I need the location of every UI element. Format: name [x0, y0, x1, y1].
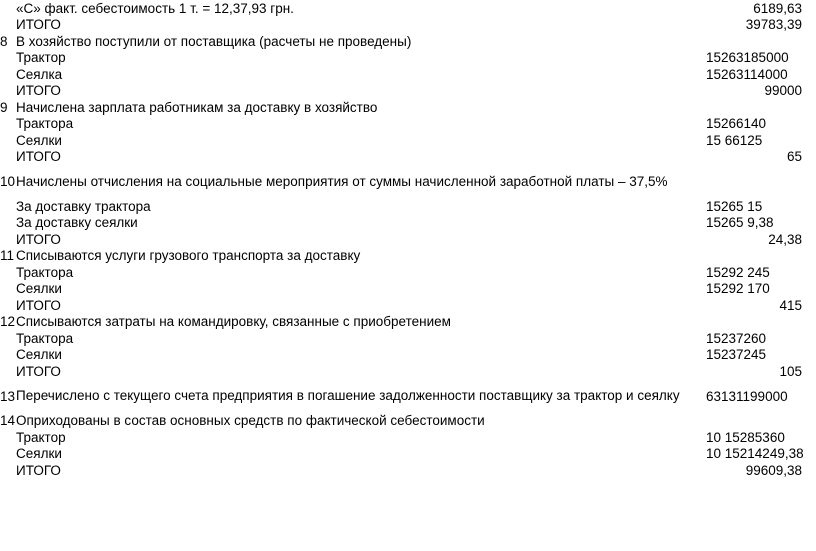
- entry-number: 10: [0, 174, 16, 189]
- entry-number: 12: [0, 314, 16, 330]
- entry-value: 65: [786, 149, 802, 165]
- entry-value: 15265 15: [706, 198, 763, 214]
- entry-row: [0, 132, 816, 149]
- entry-description: В хозяйство поступили от поставщика (расчеты не проведены): [16, 33, 412, 49]
- entry-row: [0, 281, 816, 298]
- entry-value: 15263185000: [706, 50, 789, 66]
- entry-description: Начислена зарплата работникам за доставку в хозяйство: [16, 99, 378, 115]
- entry-description: ИТОГО: [16, 83, 61, 99]
- entry-row: [0, 314, 816, 331]
- entry-description: Сеялки: [16, 347, 62, 363]
- entry-description: Сеялки: [16, 446, 62, 462]
- entry-value: 39783,39: [745, 17, 802, 33]
- entry-row: [0, 462, 816, 479]
- entry-value: 105: [779, 363, 802, 379]
- entry-description: Трактора: [16, 264, 74, 280]
- entry-description: Трактора: [16, 330, 74, 346]
- entry-description: Трактор: [16, 429, 66, 445]
- entry-value: 10 15285360: [706, 429, 785, 445]
- entry-row: [0, 0, 816, 17]
- entry-description: ИТОГО: [16, 462, 61, 478]
- entry-number: 9: [0, 99, 8, 115]
- entry-value: 15263114000: [706, 66, 788, 82]
- entry-description: Сеялки: [16, 132, 62, 148]
- entry-row: [0, 33, 816, 50]
- entry-row: [0, 297, 816, 314]
- entry-description: «С» факт. себестоимость 1 т. = 12,37,93 грн.: [16, 0, 294, 16]
- entry-row: [0, 50, 816, 67]
- entry-value: 15292 245: [706, 264, 770, 280]
- entry-description: Трактора: [16, 116, 74, 132]
- entry-description: За доставку сеялки: [16, 215, 138, 231]
- entry-number: 13: [0, 388, 16, 404]
- entry-row: [0, 413, 816, 430]
- entry-row: [0, 248, 816, 265]
- entry-value: 415: [779, 297, 802, 313]
- entry-description: Трактор: [16, 50, 66, 66]
- entry-row: [0, 99, 816, 116]
- entry-row: [0, 429, 816, 446]
- entry-description: ИТОГО: [16, 17, 61, 33]
- entry-description: ИТОГО: [16, 231, 61, 247]
- entry-value: 10 15214249,38: [706, 446, 804, 462]
- entry-value: 15265 9,38: [706, 215, 774, 231]
- entry-description: ИТОГО: [16, 297, 61, 313]
- entry-description: Сеялка: [16, 66, 63, 82]
- entry-row: [0, 330, 816, 347]
- entry-row: [0, 215, 816, 232]
- entry-row: [0, 149, 816, 166]
- entry-description: ИТОГО: [16, 149, 61, 165]
- entry-description: Сеялки: [16, 281, 62, 297]
- entry-row: [0, 116, 816, 133]
- entry-value: 63131199000: [706, 388, 788, 404]
- entry-value: 15266140: [706, 116, 767, 132]
- entry-row: [0, 66, 816, 83]
- entry-row: [0, 347, 816, 364]
- entry-value: 99000: [764, 83, 802, 99]
- entry-value: 15 66125: [706, 132, 763, 148]
- entry-row: [0, 83, 816, 100]
- entry-description: Оприходованы в состав основных средств по фактической себестоимости: [16, 413, 485, 429]
- entry-description: ИТОГО: [16, 363, 61, 379]
- entry-row: [0, 446, 816, 463]
- entry-row: [0, 231, 816, 248]
- entry-number: 14: [0, 413, 16, 429]
- entry-description: Списываются услуги грузового транспорта за доставку: [16, 248, 361, 264]
- entry-value: 6189,63: [753, 0, 802, 16]
- entry-value: 15292 170: [706, 281, 770, 297]
- entry-value: 99609,38: [745, 462, 802, 478]
- entry-row: [0, 165, 816, 198]
- entry-row: [0, 198, 816, 215]
- entry-description: Перечислено с текущего счета предприятия в погашение задолженности поставщику за трактор и сеялку: [16, 388, 680, 403]
- entry-number: 8: [0, 33, 8, 49]
- entry-value: 24,38: [768, 231, 802, 247]
- entry-value: 15237260: [706, 330, 767, 346]
- entry-row: [0, 380, 816, 413]
- entry-description: Начислены отчисления на социальные мероприятия от суммы начисленной заработной платы – 37,5%: [16, 173, 668, 189]
- entry-description: Списываются затраты на командировку, связанные с приобретением: [16, 314, 451, 330]
- entry-row: [0, 363, 816, 380]
- entry-number: 11: [0, 248, 15, 264]
- entry-row: [0, 17, 816, 34]
- entry-value: 15237245: [706, 347, 767, 363]
- entry-description: За доставку трактора: [16, 198, 151, 214]
- entry-row: [0, 264, 816, 281]
